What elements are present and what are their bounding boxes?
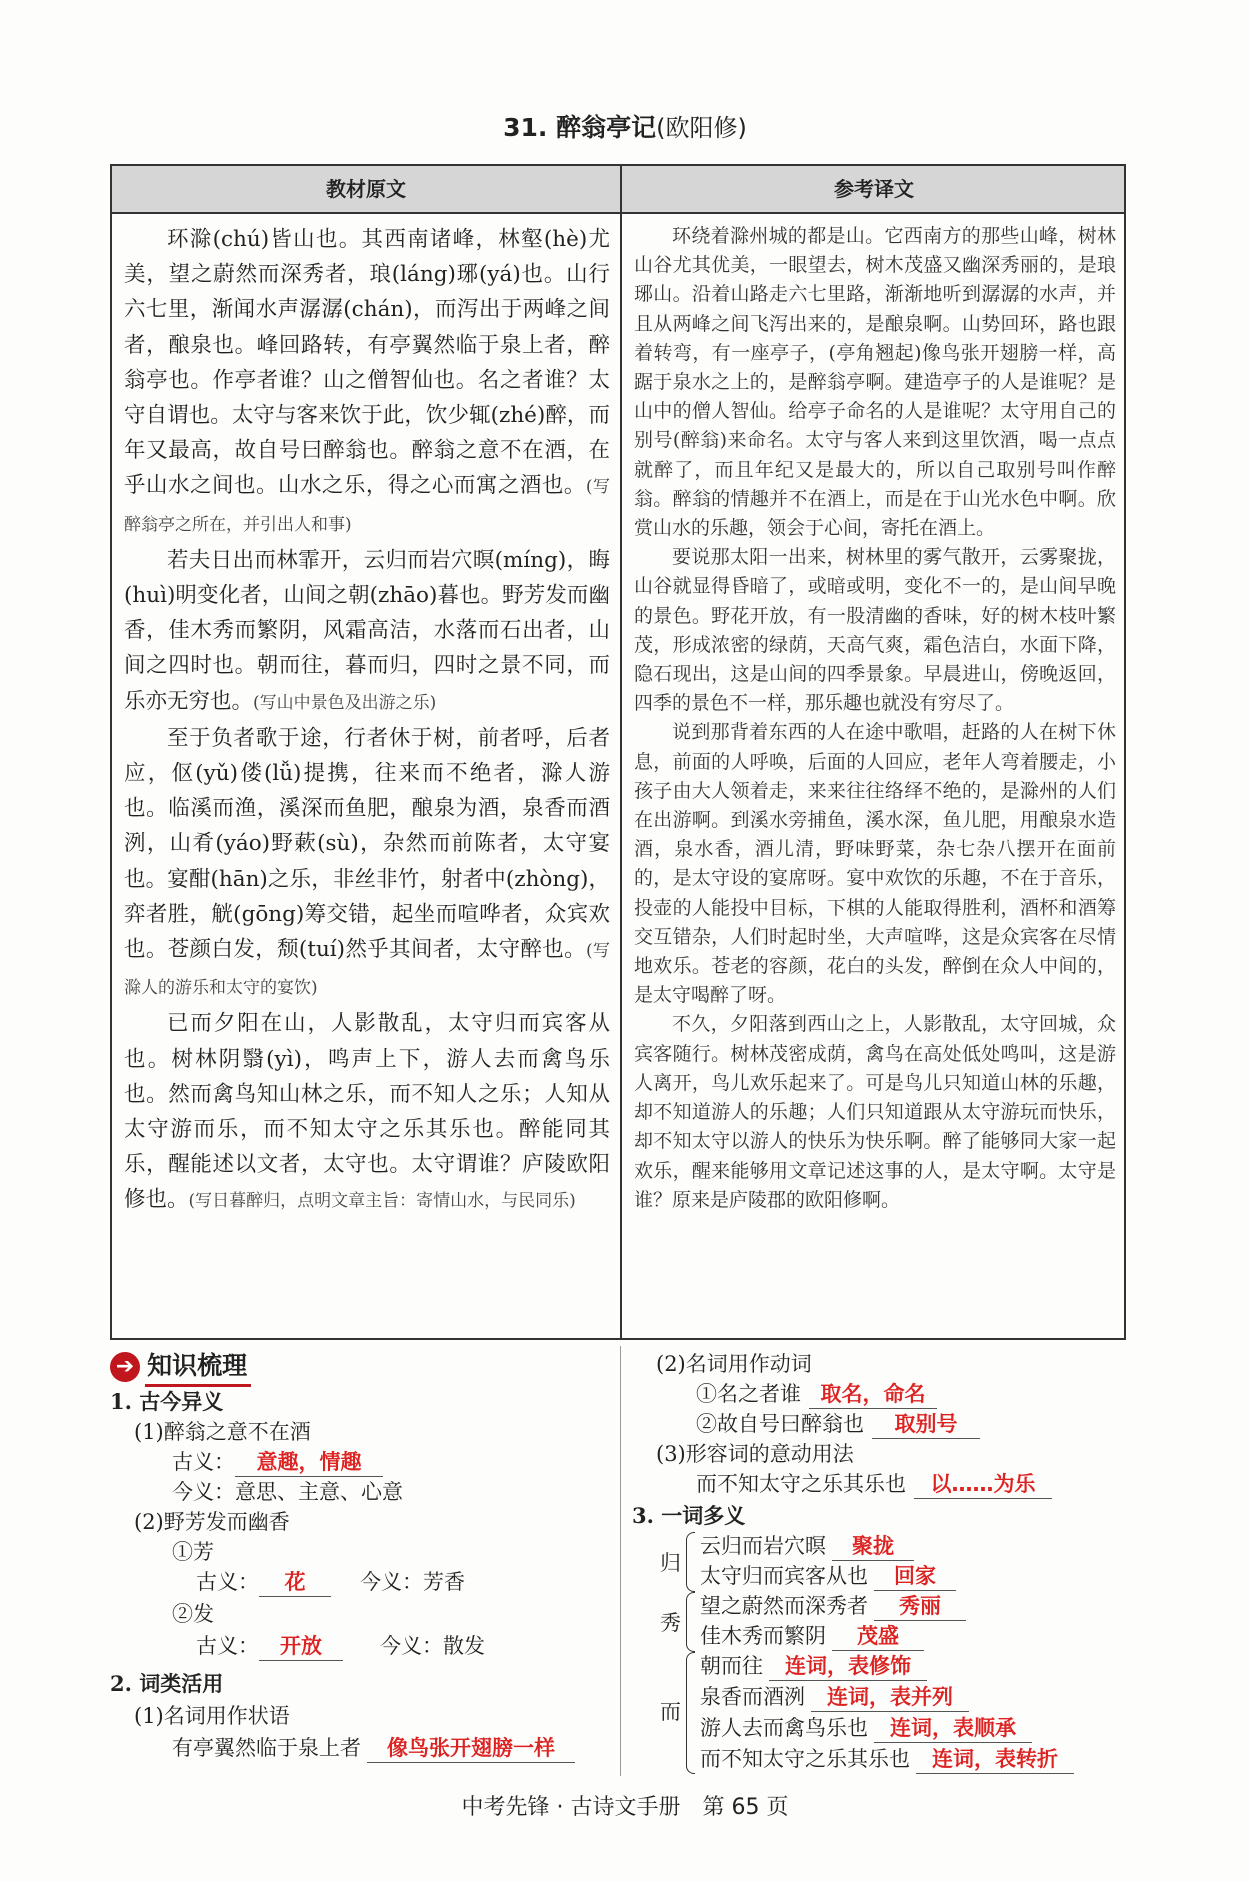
s2-item-1: (1)名词用作状语	[134, 1704, 290, 1728]
answer: 像鸟张开翅膀一样	[367, 1732, 575, 1763]
answer: 取名，命名	[809, 1378, 937, 1409]
text-translation-table	[110, 164, 1126, 1340]
knowledge-divider	[620, 1346, 621, 1776]
section-1-title: 1. 古今异义	[110, 1389, 224, 1414]
arrow-right-icon: ➔	[110, 1352, 140, 1382]
s1-item-2: (2)野芳发而幽香	[134, 1510, 290, 1534]
xiu-item-2: 佳木秀而繁阴 茂盛	[700, 1620, 924, 1651]
answer: 连词，表修饰	[769, 1650, 927, 1681]
answer: 花	[259, 1566, 331, 1597]
s1-item-1-jin: 今义：意思、主意、心意	[172, 1480, 403, 1504]
word-gui: 归	[660, 1551, 681, 1575]
s1-item-1: (1)醉翁之意不在酒	[134, 1420, 311, 1444]
page-title	[0, 108, 1250, 144]
er-item-1: 朝而往 连词，表修饰	[700, 1650, 927, 1681]
s1-item-2b-gu: 古义： 开放	[196, 1630, 343, 1661]
answer: 回家	[874, 1560, 956, 1591]
s1-item-2b: ②发	[172, 1602, 214, 1626]
s2-item-2: (2)名词用作动词	[656, 1352, 812, 1376]
original-para: 若夫日出而林霏开，云归而岩穴暝(míng)，晦(huì)明变化者，山间之朝(zhāo)暮也。野芳发而幽香，佳木秀而繁阴，风霜高洁，水落而石出者，山间之四时也。朝而往，暮而归，四时之景不同，而乐亦无穷也。(写山中景色及出游之乐)	[124, 547, 610, 714]
s2-item-3-q: 而不知太守之乐其乐也 以……为乐	[696, 1468, 1052, 1499]
answer: 开放	[259, 1630, 343, 1661]
translation-para: 不久，夕阳落到西山之上，人影散乱，太守回城，众宾客随行。树林茂密成荫，禽鸟在高处低处鸣叫，这是游人离开，鸟儿欢乐起来了。可是鸟儿只知道山林的乐趣，却不知道游人的乐趣；人们只知道跟从太守游玩而快乐，却不知太守以游人的快乐为快乐啊。醉了能够同大家一起欢乐，醒来能够用文章记述这事的人，是太守啊。太守是谁？原来是庐陵郡的欧阳修啊。	[634, 1013, 1116, 1211]
s1-item-2a-gu: 古义： 花	[196, 1566, 331, 1597]
answer: 取别号	[872, 1408, 980, 1439]
header-original: 教材原文	[326, 177, 406, 201]
original-para: 环滁(chú)皆山也。其西南诸峰，林壑(hè)尤美，望之蔚然而深秀者，琅(láng)琊(yá)也。山行六七里，渐闻水声潺潺(chán)，而泻出于两峰之间者，酿泉也。峰回路转，有亭翼然临于泉上者，醉翁亭也。作亭者谁？山之僧智仙也。名之者谁？太守自谓也。太守与客来饮于此，饮少辄(zhé)醉，而年又最高，故自号曰醉翁也。醉翁之意不在酒，在乎山水之间也。山水之乐，得之心而寓之酒也。(写醉翁亭之所在，并引出人和事)	[124, 227, 610, 535]
knowledge-heading-text: 知识梳理	[145, 1346, 251, 1387]
s1-item-2a-jin: 今义：芳香	[360, 1570, 465, 1594]
header-translation: 参考译文	[834, 177, 914, 201]
xiu-item-1: 望之蔚然而深秀者 秀丽	[700, 1590, 966, 1621]
s1-item-1-gu: 古义： 意趣，情趣	[172, 1446, 383, 1477]
original-text-column	[124, 222, 610, 1330]
answer: 聚拢	[832, 1530, 914, 1561]
er-item-3: 游人去而禽鸟乐也 连词，表顺承	[700, 1712, 1032, 1743]
original-para: 至于负者歌于途，行者休于树，前者呼，后者应，伛(yǔ)偻(lǚ)提携，往来而不绝者，滁人游也。临溪而渔，溪深而鱼肥，酿泉为酒，泉香而酒洌，山肴(yáo)野蔌(sù)，杂然而前陈者，太守宴也。宴酣(hān)之乐，非丝非竹，射者中(zhòng)，弈者胜，觥(gōng)筹交错，起坐而喧哗者，众宾欢也。苍颜白发，颓(tuí)然乎其间者，太守醉也。(写滁人的游乐和太守的宴饮)	[124, 725, 610, 999]
answer: 意趣，情趣	[235, 1446, 383, 1477]
answer: 连词，表转折	[916, 1743, 1074, 1774]
s2-item-2a: ①名之者谁 取名，命名	[696, 1378, 937, 1409]
table-header	[112, 166, 1124, 214]
translation-para: 说到那背着东西的人在途中歌唱，赶路的人在树下休息，前面的人呼唤，后面的人回应，老年人弯着腰走，小孩子由大人领着走，来来往往络绎不绝的，是滁州的人们在出游啊。到溪水旁捕鱼，溪水深，鱼儿肥，用酿泉水造酒，泉水香，酒儿清，野味野菜，杂七杂八摆开在面前的，是太守设的宴席呀。宴中欢饮的乐趣，不在于音乐，投壶的人能投中目标，下棋的人能取得胜利，酒杯和酒筹交互错杂，人们时起时坐，大声喧哗，这是众宾客在尽情地欢乐。苍老的容颜，花白的头发，醉倒在众人中间的，是太守喝醉了呀。	[634, 721, 1116, 1007]
word-er: 而	[660, 1700, 681, 1724]
s1-item-2b-jin: 今义：散发	[380, 1634, 485, 1658]
brace	[686, 1592, 695, 1652]
gui-item-2: 太守归而宾客从也 回家	[700, 1560, 956, 1591]
brace	[686, 1652, 695, 1774]
translation-para: 环绕着滁州城的都是山。它西南方的那些山峰，树林山谷尤其优美，一眼望去，树木茂盛又幽深秀丽的，是琅琊山。沿着山路走六七里路，渐渐地听到潺潺的水声，并且从两峰之间飞泻出来的，是酿泉啊。山势回环，路也跟着转弯，有一座亭子，(亭角翘起)像鸟张开翅膀一样，高踞于泉水之上的，是醉翁亭啊。建造亭子的人是谁呢？是山中的僧人智仙。给亭子命名的人是谁呢？太守用自己的别号(醉翁)来命名。太守与客人来到这里饮酒，喝一点点就醉了，而且年纪又是最大的，所以自己取别号叫作醉翁。醉翁的情趣并不在酒上，而是在于山光水色中啊。欣赏山水的乐趣，领会于心间，寄托在酒上。	[634, 225, 1116, 540]
knowledge-heading	[110, 1346, 251, 1384]
s2-item-3: (3)形容词的意动用法	[656, 1442, 854, 1466]
column-divider	[620, 166, 622, 1338]
brace	[686, 1532, 695, 1592]
translation-para: 要说那太阳一出来，树林里的雾气散开，云雾聚拢，山谷就显得昏暗了，或暗或明，变化不一的，是山间早晚的景色。野花开放，有一股清幽的香味，好的树木枝叶繁茂，形成浓密的绿荫，天高气爽，霜色洁白，水面下降，隐石现出，这是山间的四季景象。早晨进山，傍晚返回，四季的景色不一样，那乐趣也就没有穷尽了。	[634, 546, 1116, 715]
section-3-title: 3. 一词多义	[632, 1503, 746, 1528]
word-xiu: 秀	[660, 1611, 681, 1635]
answer: 连词，表并列	[811, 1681, 969, 1712]
s2-item-1-q: 有亭翼然临于泉上者 像鸟张开翅膀一样	[172, 1732, 575, 1763]
er-item-4: 而不知太守之乐其乐也 连词，表转折	[700, 1743, 1074, 1774]
answer: 茂盛	[832, 1620, 924, 1651]
section-2-title: 2. 词类活用	[110, 1671, 224, 1696]
answer: 以……为乐	[914, 1468, 1052, 1499]
translation-column	[634, 222, 1116, 1330]
er-item-2: 泉香而酒洌 连词，表并列	[700, 1681, 969, 1712]
title-main: 31. 醉翁亭记	[503, 113, 657, 142]
s1-item-2a: ①芳	[172, 1540, 214, 1564]
original-para: 已而夕阳在山，人影散乱，太守归而宾客从也。树林阴翳(yì)，鸣声上下，游人去而禽鸟乐也。然而禽鸟知山林之乐，而不知人之乐；人知从太守游而乐，而不知太守之乐其乐也。醉能同其乐，醒能述以文者，太守也。太守谓谁？庐陵欧阳修也。(写日暮醉归，点明文章主旨：寄情山水，与民同乐)	[124, 1011, 610, 1213]
gui-item-1: 云归而岩穴暝 聚拢	[700, 1530, 914, 1561]
answer: 连词，表顺承	[874, 1712, 1032, 1743]
s2-item-2b: ②故自号曰醉翁也 取别号	[696, 1408, 980, 1439]
answer: 秀丽	[874, 1590, 966, 1621]
page-footer: 中考先锋 · 古诗文手册 第 65 页	[461, 1795, 789, 1820]
title-author: (欧阳修)	[656, 114, 747, 142]
